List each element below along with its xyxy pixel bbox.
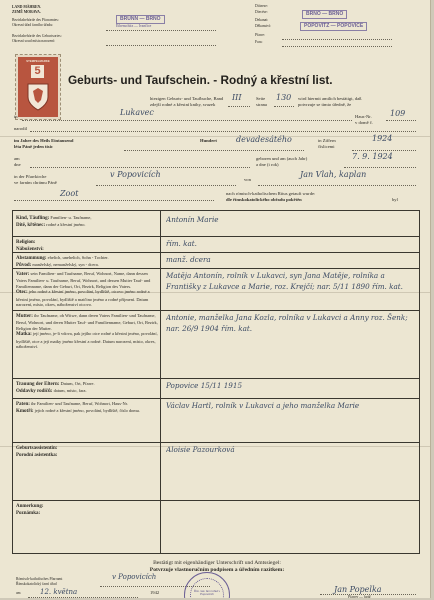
church-line — [96, 185, 236, 186]
year-words: devadesátého — [236, 135, 292, 144]
row-value: Antonie, manželka Jana Kozla, rolníka v Lukavci a Anny roz. Šenk; nar. 26/9 1904 řím. kat. — [166, 313, 408, 334]
parish-label-cz: Okresní úřad farního úřadu: — [12, 23, 54, 27]
row-label-de: Religion: — [16, 240, 36, 245]
dekanat-label-cz: Děkanství: — [255, 24, 271, 28]
issue-date-line — [28, 597, 138, 598]
row-label-cz: Kmotři: — [16, 409, 34, 415]
row-label — [16, 255, 158, 267]
row-label-de: Abstammung: — [16, 256, 47, 261]
row-value — [166, 502, 414, 523]
row-label-de: Geburtsassistentin: — [16, 446, 58, 451]
row-label-de: Paten: — [16, 402, 30, 407]
pfarre-line — [282, 39, 392, 40]
revenue-stamp — [16, 55, 60, 119]
row-label-de: Anmerkung: — [16, 504, 44, 509]
row-value: Aloisie Pazourková — [166, 445, 235, 454]
hundred-label: Hundert — [200, 138, 217, 143]
baptized-text: nach römisch-katholischem Ritus getauft wurde: — [226, 191, 316, 196]
row-label — [16, 215, 158, 235]
priest-name: Jan Vlah, kaplan — [300, 170, 367, 179]
row-label-cz: Otec: — [16, 290, 28, 296]
row-label — [16, 313, 158, 377]
born-date: 7. 9. 1924 — [352, 152, 393, 161]
celebrant-line — [14, 200, 214, 201]
baptized-text-cz: dle římskokatolického obřadu pokřtěn — [226, 197, 302, 202]
row-label — [16, 401, 158, 441]
diocese-label: Diözese: — [255, 4, 268, 8]
row-label — [16, 271, 158, 309]
row-label-de: Mutter: — [16, 314, 33, 319]
row-separator — [12, 442, 420, 443]
born-label: geboren und am (auch Jahr) — [256, 156, 308, 161]
confirm-line: Bestätigt mit eigenhändiger Unterschrift und Amtssiegel: — [153, 560, 281, 566]
row-separator — [12, 252, 420, 253]
revenue-stamp-caption: STEMPELMARKE — [26, 59, 50, 63]
ziffern-label-cz: číslicemi — [318, 144, 335, 149]
page-value: 130 — [276, 93, 292, 102]
table-divider — [160, 210, 161, 554]
narodil-line — [30, 131, 416, 132]
row-label-cz-detail: jeho rodné a křestní jméno, povolání, bydliště, otcovo jméno rodné a křestní jméno, povolání, bydliště a matčino jméno a rodné příjmení. Datum narození, místo, okres, náboženství otcovo. — [16, 289, 150, 307]
confirm-text-cz: potvrzuje se timto úředně, že — [298, 102, 352, 107]
birth-district-label: Bezirksbehörde des Geburtsortes: — [12, 34, 62, 38]
book-volume: III — [232, 93, 242, 102]
row-separator — [12, 236, 420, 237]
row-label-cz: Poznámka: — [16, 511, 41, 517]
parish-stamp: BRÜNN — BRNO — [116, 15, 165, 24]
diocese-stamp: BRNO — BRNO — [302, 10, 347, 19]
row-separator — [12, 268, 420, 269]
row-label-de-detail: sein Familien- und Taufname, Beruf, Wohnort, Name, dann dessen Vaters Familien- u. Taufname, Beruf, Wohnort, und dessen Mutter Tauf- und Familienname, dann der Geburt, Ort, Bezirk, Religion des Vaters. — [16, 271, 151, 289]
fold-line — [0, 136, 430, 137]
confirm-line-cz: Potvrzuje vlastnoručním podpisem a úředním razítkem: — [149, 567, 285, 573]
row-label-cz-detail: manželský, nemanželský, syn - dcera. — [32, 262, 99, 267]
page-line — [274, 106, 294, 107]
narodil-label: narodil — [14, 126, 28, 131]
row-value: Popovice 15/11 1915 — [166, 381, 243, 390]
row-label — [16, 445, 158, 499]
year-text-cz: léta Páně jeden tisíc — [14, 144, 53, 149]
office-place: v Popovicích — [112, 573, 157, 581]
row-label — [16, 239, 158, 251]
pastor-label-cz: ve farním chrámu Páně — [14, 180, 57, 185]
year-text: im Jahre des Heils Eintausend — [14, 138, 74, 143]
house-label: Haus-Nr. — [355, 114, 372, 119]
row-label-cz: Původ: — [16, 263, 32, 267]
row-separator — [12, 378, 420, 379]
row-label-de-detail: Datum, Ort, Pfarre. — [60, 381, 95, 386]
row-value: Matěja Antonín, rolník v Lukavci, syn Jana Matěje, rolníka a Františky z Lukavce a Marie, roz. Krejčí; nar. 5/11 1890 řím. kat. — [166, 271, 403, 292]
row-label-de-detail: ehelich, unehelich, Sohn - Tochter. — [47, 255, 109, 260]
book-text-cz: zdejší rodné a křestní knihy, svazek — [150, 102, 216, 107]
dekanat-stamp: POPOVITZ — POPOVICE — [300, 22, 367, 31]
date-prefix: am — [16, 591, 21, 595]
pastor-label: in der Pfarrkirche — [14, 174, 47, 179]
birth-place: Lukavec — [120, 108, 154, 117]
pfarre-label: Pfarre: — [255, 33, 266, 37]
land-label: LAND MÄHREN. — [12, 5, 42, 9]
issue-date: 12. května — [40, 588, 78, 596]
year-words-line — [124, 150, 304, 151]
row-value: řím. kat. — [166, 239, 197, 248]
parish-line — [106, 30, 216, 31]
celebrant: Zoot — [60, 189, 79, 198]
born-label-cz: a dne (i rok) — [256, 162, 279, 167]
row-value: manž. dcera — [166, 255, 211, 264]
house-number: 109 — [390, 109, 406, 118]
row-separator — [12, 500, 420, 501]
row-label-cz: Porodní asistentka: — [16, 453, 58, 459]
row-label-cz-detail: datum, místo, fara. — [53, 388, 87, 394]
office-label-cz: Římskokatolický farní úřad — [16, 582, 57, 586]
church-place: v Popovicích — [110, 170, 161, 179]
row-label-de-detail: Familien- u. Taufname, — [50, 215, 92, 220]
page-label: Seite — [256, 96, 266, 101]
fara-line — [282, 46, 392, 47]
birth-district-line — [106, 45, 216, 46]
signature: Jan Popelka — [334, 585, 382, 594]
land-label-cz: ZEMĚ MORAVA. — [12, 10, 41, 14]
parish-label: Bezirksbehörde des Pfarramtes: — [12, 18, 59, 22]
year-digits-line — [352, 150, 416, 151]
row-label — [16, 503, 158, 523]
seal-text: Řím. kat. farní úřad v Popovicích — [193, 589, 221, 597]
document-title: Geburts- und Taufschein. - Rodný a křestní list. — [68, 73, 333, 87]
issue-year: 1942 — [150, 590, 160, 595]
row-separator — [12, 398, 420, 399]
place-line — [22, 120, 352, 121]
revenue-stamp-value: 5 — [31, 65, 44, 78]
page-label-cz: strana — [256, 102, 267, 107]
book-volume-line — [228, 106, 250, 107]
row-label-de: Trauung der Eltern: — [16, 382, 60, 387]
row-label-de-detail: ihr Taufname, ob Witwe, dann deren Vaters Familien- und Taufname, Beruf, Wohnort, und deren Mutter Tauf- und Familienname, Geburt, Ort, Bezirk, Religion der Mutter. — [16, 313, 158, 331]
row-label-cz: Oddavky rodičů: — [16, 389, 53, 395]
birth-district-label-cz: Okresní soud místa narození: — [12, 39, 56, 43]
house-line — [386, 120, 416, 121]
row-label-cz-detail: její jméno, je-li vdova, pak jejího otce rodné a křestní jméno, povolání, bydliště, otce a její matky jméno křestní a rodné. Datum narození, místo, okres, náboženství. — [16, 331, 158, 349]
baptized-suffix: byl — [392, 197, 398, 202]
priest-line — [258, 185, 416, 186]
fara-label: Fara: — [255, 40, 263, 44]
office-label: Römisch-katholisches Pfarramt — [16, 577, 63, 581]
parish-value: Eibenschitz — Ivančice — [116, 24, 152, 28]
row-label-cz: Matka: — [16, 332, 32, 338]
am-label: am — [14, 156, 20, 161]
coat-of-arms-icon — [26, 82, 50, 112]
diocese-label-cz: Diecése: — [255, 10, 268, 14]
dne-label: dne — [14, 162, 21, 167]
dekanat-label: Dekanat: — [255, 18, 269, 22]
am-line — [30, 167, 250, 168]
row-label-de-detail: ihr Familien- und Taufname, Beruf, Wohnort, Haus-Nr. — [31, 401, 128, 406]
row-label-de: Kind, Täufling: — [16, 216, 50, 221]
ziffern-label: in Ziffern — [318, 138, 336, 143]
signer-role: Pfarrer — farář — [348, 595, 371, 598]
row-label-cz: Náboženství: — [16, 247, 44, 251]
book-text: hiezigen Geburts- und Taufbuche, Band — [150, 96, 224, 101]
house-label-cz: v domě č. — [355, 120, 373, 125]
row-value: Václav Hartl, rolník v Lukavci a jeho manželka Marie — [166, 401, 360, 410]
row-label — [16, 381, 158, 397]
confirm-text: wird hiermit amtlich bestätigt, daß — [298, 96, 362, 101]
born-date-line — [344, 167, 416, 168]
row-label-cz-detail: rodné a křestní jméno. — [46, 222, 86, 228]
row-separator — [12, 310, 420, 311]
row-value: Antonín Marie — [166, 215, 219, 224]
vom-label: von — [244, 177, 251, 182]
year-digits: 1924 — [372, 134, 393, 143]
row-label-cz: Dítě, křtěnec: — [16, 223, 46, 229]
place-prefix: in — [14, 114, 18, 119]
row-label-cz-detail: jejich rodné a křestní jméno, povolání, bydliště, číslo domu. — [34, 408, 140, 414]
parish-seal — [184, 572, 230, 598]
row-label-de: Vater: — [16, 272, 30, 277]
